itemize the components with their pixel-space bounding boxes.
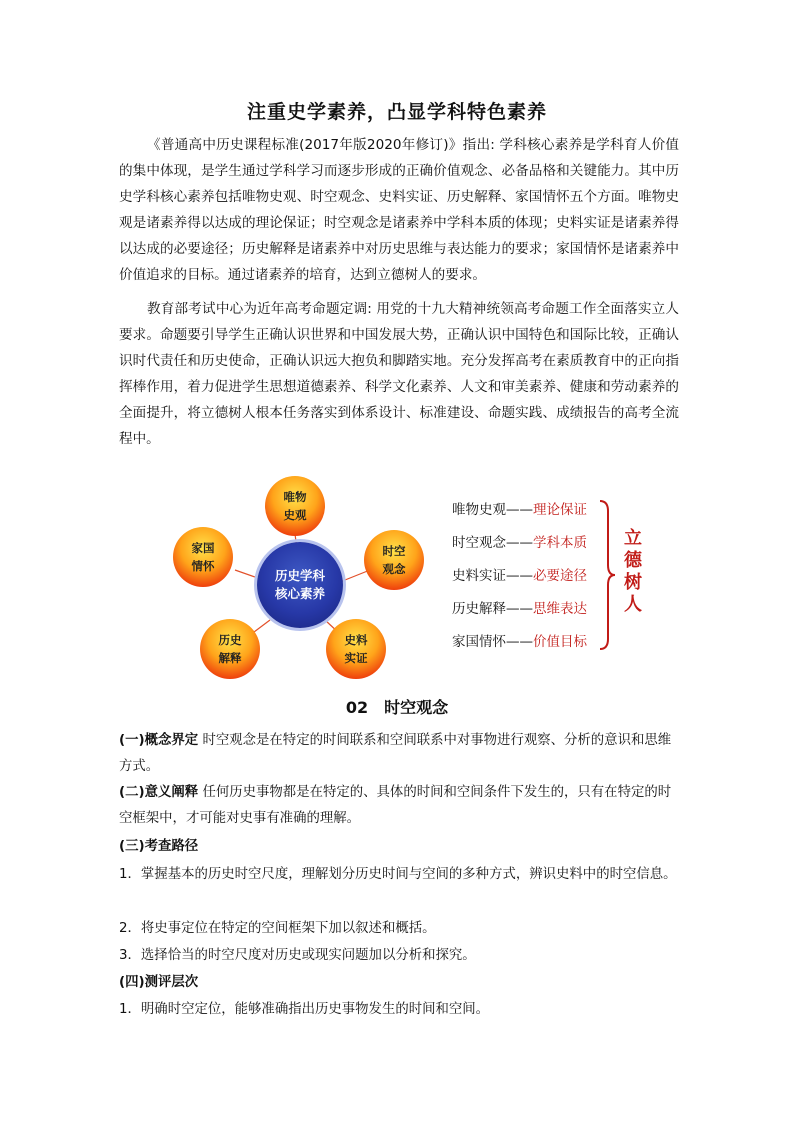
list-key: 时空观念 [452, 535, 506, 551]
page-title: 注重史学素养，凸显学科特色素养 [246, 101, 547, 123]
node-text: 史观 [283, 508, 307, 522]
list-value: 价值目标 [533, 634, 587, 650]
section-item [119, 943, 679, 969]
item-text: 时空观念是在特定的时间联系和空间联系中对事物进行观察、分析的意识和思维方式。 [119, 733, 672, 774]
node-text: 唯物 [283, 490, 307, 504]
center-line-1: 历史学科 [274, 568, 325, 583]
item-label: (一)概念界定 [119, 733, 199, 748]
list-value: 学科本质 [533, 535, 587, 551]
item-text: 3．选择恰当的时空尺度对历史或现实问题加以分析和探究。 [119, 948, 476, 963]
list-key: 史料实证 [452, 568, 506, 584]
goal-char: 人 [624, 594, 642, 615]
list-value: 理论保证 [533, 502, 587, 518]
list-item [452, 632, 587, 665]
node-text: 解释 [218, 651, 242, 665]
list-dash: —— [506, 535, 533, 551]
center-line-2: 核心素养 [274, 586, 325, 601]
goal-char: 立 [624, 528, 642, 549]
list-item [452, 500, 587, 533]
item-text: 1．掌握基本的历史时空尺度，理解划分历史时间与空间的多种方式，辨识史料中的时空信息。 [119, 867, 677, 882]
node-space-time [364, 530, 424, 590]
list-key: 家国情怀 [452, 634, 506, 650]
section-item [119, 997, 679, 1023]
literacy-list [452, 500, 587, 665]
section-title: 02 时空观念 [345, 698, 449, 717]
node-national-feeling [173, 527, 233, 587]
node-text: 历史 [218, 633, 242, 647]
item-label: (三)考查路径 [119, 839, 199, 854]
list-dash: —— [506, 502, 533, 518]
node-historical-materialism [265, 476, 325, 536]
item-text: 2．将史事定位在特定的空间框架下加以叙述和概括。 [119, 921, 436, 936]
list-value: 思维表达 [533, 601, 587, 617]
goal-text [622, 528, 644, 616]
item-text: 1．明确时空定位，能够准确指出历史事物发生的时间和空间。 [119, 1002, 490, 1017]
item-text: 任何历史事物都是在特定的、具体的时间和空间条件下发生的，只有在特定的时空框架中，才可能对史事有准确的理解。 [119, 785, 672, 826]
node-text: 情怀 [191, 559, 215, 573]
list-dash: —— [506, 634, 533, 650]
list-dash: —— [506, 601, 533, 617]
node-text: 观念 [382, 562, 406, 576]
section-item [119, 970, 679, 996]
goal-char: 树 [624, 572, 642, 593]
section-item [119, 780, 679, 832]
item-label: (四)测评层次 [119, 975, 199, 990]
section-item [119, 834, 679, 860]
list-dash: —— [506, 568, 533, 584]
node-evidence [326, 619, 386, 679]
node-text: 实证 [344, 651, 368, 665]
list-value: 必要途径 [533, 568, 587, 584]
node-text: 时空 [382, 544, 406, 558]
item-label: (二)意义阐释 [119, 785, 199, 800]
list-item [452, 599, 587, 632]
node-text: 家国 [191, 541, 215, 555]
center-node-core-literacy [257, 542, 343, 628]
goal-char: 德 [624, 550, 642, 571]
list-key: 唯物史观 [452, 502, 506, 518]
list-item [452, 533, 587, 566]
node-text: 史料 [344, 633, 368, 647]
list-item [452, 566, 587, 599]
node-interpretation [200, 619, 260, 679]
list-key: 历史解释 [452, 601, 506, 617]
intro-paragraph: 《普通高中历史课程标准(2017年版2020年修订)》指出: 学科核心素养是学科育人价值的集中体现，是学生通过学科学习而逐步形成的正确价值观念、必备品格和关键能力。其中历史学科核心素养包括唯物史观、时空观念、史料实证、历史解释、家国情怀五个方面。唯物史观是诸素养得以达成的理论保证；时空观念是诸素养中学科本质的体现；史料实证是诸素养得以达成的必要途径；历史解释是诸素养中对历史思维与表达能力的要求；家国情怀是诸素养中价值追求的目标。通过诸素养的培育，达到立德树人的要求。 [119, 137, 679, 283]
exam-paragraph: 教育部考试中心为近年高考命题定调: 用党的十九大精神统领高考命题工作全面落实立人要求。命题要引导学生正确认识世界和中国发展大势，正确认识中国特色和国际比较，正确认识时代责任和历史使命，正确认识远大抱负和脚踏实地。充分发挥高考在素质教育中的正向指挥棒作用，着力促进学生思想道德素养、科学文化素养、人文和审美素养、健康和劳动素养的全面提升，将立德树人根本任务落实到体系设计、标准建设、命题实践、成绩报告的高考全流程中。 [119, 301, 679, 447]
section-item [119, 728, 679, 780]
curly-brace [598, 499, 618, 651]
section-item [119, 916, 679, 942]
section-item [119, 862, 679, 888]
